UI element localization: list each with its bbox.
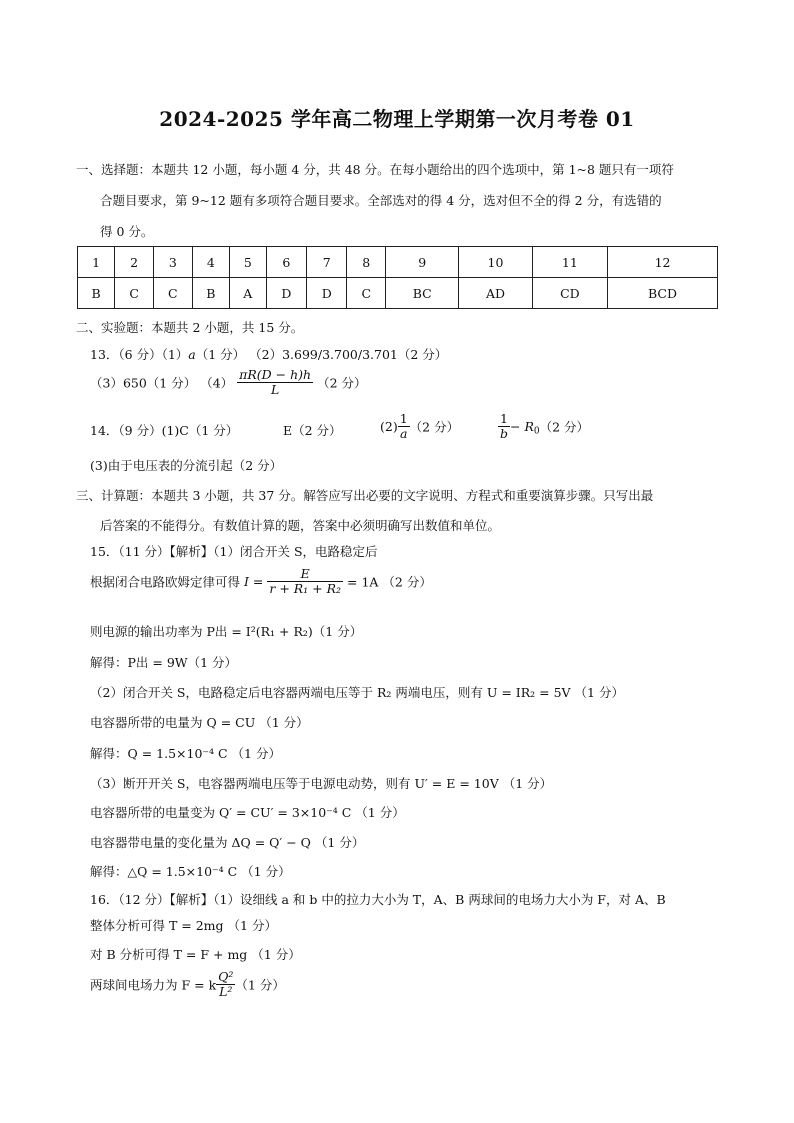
answer-cell: A xyxy=(229,278,266,309)
q15-line7: （3）断开开关 S，电容器两端电压等于电源电动势，则有 U′ = E = 10V （1 分） xyxy=(90,776,553,791)
q14-r-subscript: 0 xyxy=(533,426,540,437)
q15-line3: 解得：P出 = 9W（1 分） xyxy=(90,655,238,670)
q16-coulomb-numerator: Q² xyxy=(218,969,234,984)
q13-formula-fraction xyxy=(237,368,313,397)
section1-line1: 一、选择题：本题共 12 小题，每小题 4 分，共 48 分。在每小题给出的四个选项中，第 1~8 题只有一项符 xyxy=(76,162,674,177)
q15-ohm-denominator: r + R₁ + R₂ xyxy=(269,580,342,596)
q16-coulomb-denominator: L² xyxy=(219,983,233,999)
q14-minus-r: − R xyxy=(510,418,534,434)
question-number-cell: 6 xyxy=(266,247,306,278)
q13-var-a: a xyxy=(188,347,196,362)
question-number-cell: 1 xyxy=(78,247,115,278)
question-number-cell: 11 xyxy=(532,247,607,278)
section1-line3: 得 0 分。 xyxy=(100,224,154,239)
q15-header: 15．（11 分）【解析】（1）闭合开关 S，电路稳定后 xyxy=(90,544,378,559)
question-number-cell: 12 xyxy=(608,247,718,278)
answer-cell: AD xyxy=(459,278,532,309)
q14-fraction-2 xyxy=(498,412,510,441)
q16-header: 16．（12 分）【解析】（1）设细线 a 和 b 中的拉力大小为 T，A、B 两球间的电场力大小为 F，对 A、B xyxy=(90,892,666,907)
q13-line2-prefix: （3）650（1 分） （4） xyxy=(90,375,234,391)
section3-line1: 三、计算题：本题共 3 小题，共 37 分。解答应写出必要的文字说明、方程式和重要演算步骤。只写出最 xyxy=(76,488,654,503)
question-number-cell: 9 xyxy=(386,247,459,278)
answer-cell: CD xyxy=(532,278,607,309)
q13-fraction-numerator: πR(D − h)h xyxy=(239,367,312,382)
q13-line2 xyxy=(90,368,367,397)
answer-table-answer-row xyxy=(78,278,718,309)
q14-part3-score: （2 分） xyxy=(539,419,590,435)
section3-line2: 后答案的不能得分。有数值计算的题，答案中必须明确写出数值和单位。 xyxy=(100,518,501,533)
q13-line1-prefix: 13．（6 分）（1） xyxy=(90,347,189,362)
q15-line10: 解得：△Q = 1.5×10⁻⁴ C （1 分） xyxy=(90,864,291,879)
q16-coulomb-fraction xyxy=(216,970,235,999)
answer-table-number-row xyxy=(78,247,718,278)
page-title: 2024-2025 学年高二物理上学期第一次月考卷 01 xyxy=(159,107,635,131)
q15-line8: 电容器所带的电量变为 Q′ = CU′ = 3×10⁻⁴ C （1 分） xyxy=(90,805,405,820)
q13-line1-suffix: （1 分） （2）3.699/3.700/3.701（2 分） xyxy=(195,347,448,362)
q14-fraction-1-denominator: a xyxy=(399,425,408,441)
q14-part2-label: (2) xyxy=(380,418,398,434)
q13-line2-suffix: （2 分） xyxy=(317,375,367,391)
q14-fraction-1-numerator: 1 xyxy=(399,411,408,426)
answer-cell: D xyxy=(266,278,306,309)
q15-line1-prefix: 根据闭合电路欧姆定律可得 xyxy=(90,574,241,590)
q14-fraction-2-denominator: b xyxy=(500,425,509,441)
question-number-cell: 5 xyxy=(229,247,266,278)
q15-line1 xyxy=(90,567,432,596)
q16-line3 xyxy=(90,970,285,999)
q14-line1-b: E（2 分） xyxy=(283,423,342,438)
q13-fraction-denominator: L xyxy=(270,381,280,397)
answer-cell: BCD xyxy=(608,278,718,309)
answer-cell: B xyxy=(78,278,115,309)
q15-line4: （2）闭合开关 S，电路稳定后电容器两端电压等于 R₂ 两端电压，则有 U = IR₂ = 5V （1 分） xyxy=(90,685,624,700)
q15-ohm-fraction xyxy=(267,567,343,596)
q15-line1-result: = 1A （2 分） xyxy=(347,574,432,590)
q16-line1: 整体分析可得 T = 2mg （1 分） xyxy=(90,918,277,933)
answer-cell: D xyxy=(307,278,347,309)
q15-line9: 电容器带电量的变化量为 ΔQ = Q′ − Q （1 分） xyxy=(90,835,365,850)
q14-line1-part3 xyxy=(498,412,589,441)
question-number-cell: 4 xyxy=(192,247,229,278)
section1-line2: 合题目要求，第 9~12 题有多项符合题目要求。全部选对的得 4 分，选对但不全的得 2 分，有选错的 xyxy=(100,193,662,208)
question-number-cell: 7 xyxy=(307,247,347,278)
q14-fraction-1 xyxy=(398,412,410,441)
answer-table xyxy=(77,246,718,309)
answer-cell: C xyxy=(153,278,192,309)
question-number-cell: 8 xyxy=(347,247,386,278)
section2-header: 二、实验题：本题共 2 小题，共 15 分。 xyxy=(76,320,304,335)
q14-part2-score: （2 分） xyxy=(409,419,460,435)
q15-ohm-numerator: E xyxy=(267,567,343,582)
answer-cell: C xyxy=(347,278,386,309)
question-number-cell: 10 xyxy=(459,247,532,278)
question-number-cell: 2 xyxy=(115,247,154,278)
q16-line2: 对 B 分析可得 T = F + mg （1 分） xyxy=(90,947,301,962)
q16-line3-suffix: （1 分） xyxy=(235,977,285,993)
answer-cell: B xyxy=(192,278,229,309)
q15-line6: 解得：Q = 1.5×10⁻⁴ C （1 分） xyxy=(90,746,281,761)
q15-line1-i-equals: I = xyxy=(244,573,264,589)
q16-line3-prefix: 两球间电场力为 F = k xyxy=(90,977,217,993)
q14-line2: (3)由于电压表的分流引起（2 分） xyxy=(90,458,283,473)
q14-fraction-2-numerator: 1 xyxy=(498,412,510,427)
q14-line1-part2 xyxy=(380,412,459,441)
q15-line2: 则电源的输出功率为 P出 = I²(R₁ + R₂)（1 分） xyxy=(90,624,363,639)
q14-line1-a: 14．（9 分）(1)C（1 分） xyxy=(90,423,239,438)
q15-line5: 电容器所带的电量为 Q = CU （1 分） xyxy=(90,715,309,730)
answer-cell: C xyxy=(115,278,154,309)
answer-cell: BC xyxy=(386,278,459,309)
q13-line1 xyxy=(90,345,447,363)
question-number-cell: 3 xyxy=(153,247,192,278)
